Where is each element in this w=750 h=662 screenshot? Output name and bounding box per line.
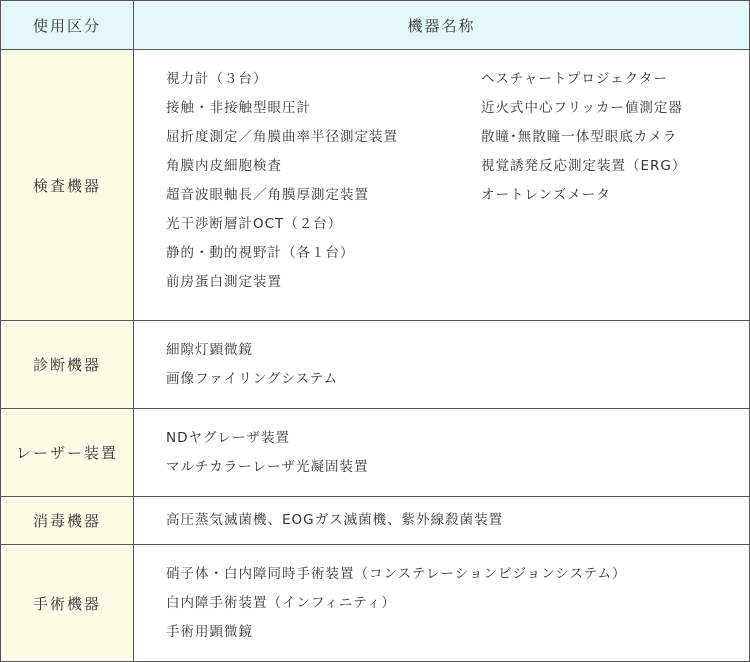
list-item: 角膜内皮細胞検査 [166, 158, 282, 174]
equipment-list-left [166, 65, 481, 297]
category-cell: 手術機器 [1, 545, 134, 662]
equipment-cell [134, 497, 750, 545]
list-item: NDヤグレーザ装置 [166, 430, 290, 446]
list-item: 超音波眼軸長／角膜厚測定装置 [166, 187, 369, 203]
category-cell: 消毒機器 [1, 497, 134, 545]
list-item: 散瞳･無散瞳一体型眼底カメラ [481, 129, 678, 145]
table-row-diagnosis [1, 321, 750, 409]
list-item: 接触・非接触型眼圧計 [166, 100, 311, 116]
category-cell: レーザー装置 [1, 409, 134, 497]
list-item: オートレンズメータ [481, 187, 611, 203]
table-row-sterilization [1, 497, 750, 545]
list-item: 細隙灯顕微鏡 [166, 342, 253, 358]
table-row-surgery [1, 545, 750, 662]
list-item: ヘスチャートプロジェクター [481, 71, 668, 87]
list-item: 視覚誘発反応測定装置（ERG） [481, 158, 687, 174]
list-item: 静的・動的視野計（各１台） [166, 245, 355, 261]
list-item: 画像ファイリングシステム [166, 371, 339, 387]
header-category: 使用区分 [1, 1, 134, 50]
header-equipment: 機器名称 [134, 1, 750, 50]
list-item: 硝子体・白内障同時手術装置（コンステレーションビジョンシステム） [166, 566, 627, 582]
equipment-cell [134, 545, 750, 662]
list-item: 白内障手術装置（インフィニティ） [166, 595, 396, 611]
equipment-cell [134, 409, 750, 497]
header-row [1, 1, 750, 50]
table-row-laser [1, 409, 750, 497]
equipment-cell [134, 321, 750, 409]
list-item: 手術用顕微鏡 [166, 624, 253, 640]
list-item: マルチカラーレーザ光凝固装置 [166, 459, 369, 475]
table-row-inspection [1, 50, 750, 321]
list-item: 近火式中心フリッカー値測定器 [481, 100, 683, 116]
list-item: 高圧蒸気滅菌機、EOGガス滅菌機、紫外線殺菌装置 [166, 512, 504, 528]
list-item: 視力計（３台） [166, 71, 268, 87]
equipment-cell [134, 50, 750, 321]
category-cell: 検査機器 [1, 50, 134, 321]
list-item: 前房蛋白測定装置 [166, 274, 282, 290]
equipment-list-right [481, 65, 749, 297]
list-item: 屈折度測定／角膜曲率半径測定装置 [166, 129, 398, 145]
list-item: 光干渉断層計OCT（２台） [166, 216, 343, 232]
category-cell: 診断機器 [1, 321, 134, 409]
